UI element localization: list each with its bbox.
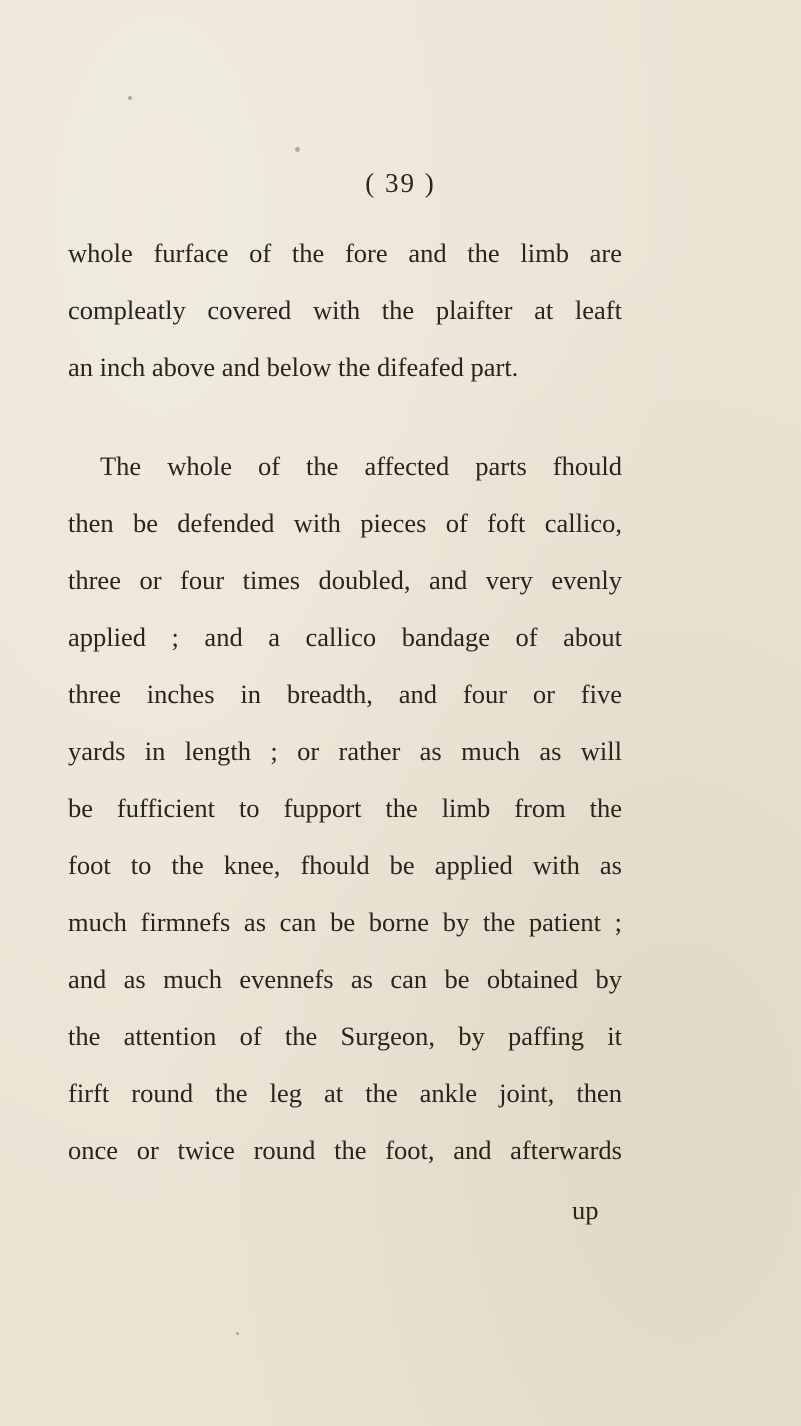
text-line: applied ; and a callico bandage of about (68, 622, 622, 652)
catchword: up (572, 1195, 599, 1225)
text-line: be fufficient to fupport the limb from the (68, 793, 622, 823)
text-line: and as much evennefs as can be obtained by (68, 964, 622, 994)
page-number: ( 39 ) (365, 168, 436, 198)
ink-speck (295, 147, 300, 152)
text-line: three or four times doubled, and very evenly (68, 565, 622, 595)
text-line: foot to the knee, fhould be applied with as (68, 850, 622, 880)
text-line: firft round the leg at the ankle joint, then (68, 1078, 622, 1108)
text-line: three inches in breadth, and four or five (68, 679, 622, 709)
text-line: an inch above and below the difeafed part. (68, 352, 519, 382)
text-line: The whole of the affected parts fhould (100, 451, 622, 481)
text-line: whole furface of the fore and the limb are (68, 238, 622, 268)
ink-speck (236, 1332, 239, 1335)
text-line: much firmnefs as can be borne by the patient ; (68, 907, 622, 937)
text-line: compleatly covered with the plaifter at leaft (68, 295, 622, 325)
text-line: then be defended with pieces of foft callico, (68, 508, 622, 538)
ink-speck (128, 96, 132, 100)
text-line: the attention of the Surgeon, by paffing it (68, 1021, 622, 1051)
text-line: yards in length ; or rather as much as will (68, 736, 622, 766)
text-line: once or twice round the foot, and afterwards (68, 1135, 622, 1165)
